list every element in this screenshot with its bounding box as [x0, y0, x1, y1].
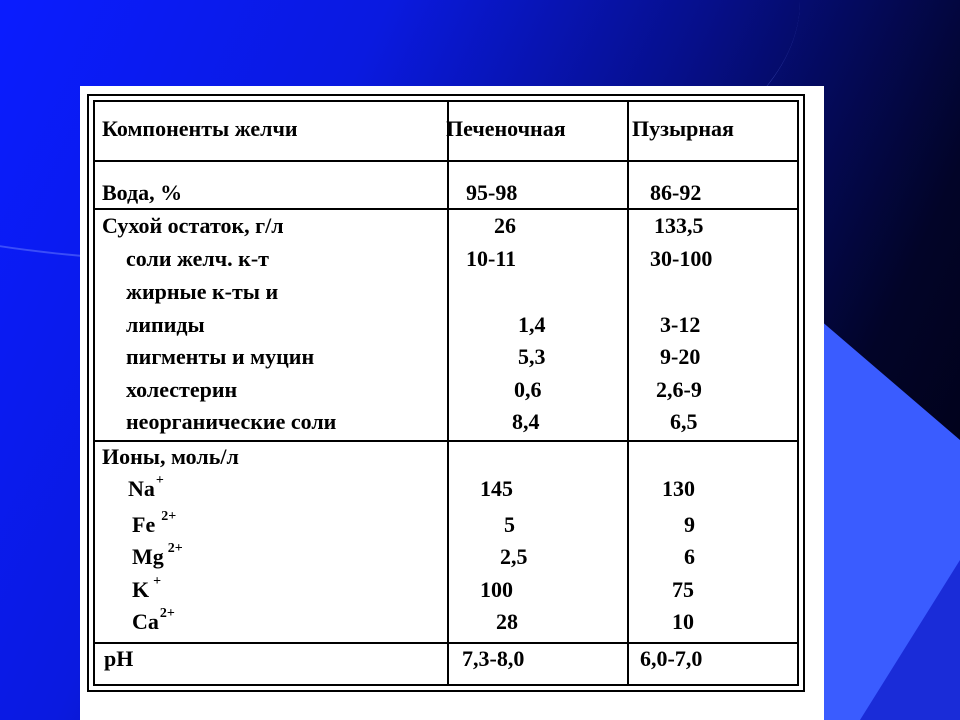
ion-label: Mg $^{2+}$	[132, 541, 183, 569]
header-cystic: Пузырная	[632, 116, 734, 141]
row-divider	[95, 440, 797, 442]
row-label: жирные к-ты и	[126, 279, 279, 304]
row-label: пигменты и муцин	[126, 344, 315, 369]
row-label: Сухой остаток, г/л	[102, 213, 284, 238]
row-hepatic: 0,6	[514, 377, 542, 402]
header-components: Компоненты желчи	[102, 116, 298, 141]
row-cystic: 130	[662, 476, 695, 501]
row-divider	[95, 642, 797, 644]
row-cystic: 133,5	[654, 213, 704, 238]
row-label: липиды	[126, 312, 205, 337]
row-cystic: 86-92	[650, 180, 702, 205]
row-hepatic: 100	[480, 577, 513, 602]
ion-label: Fe $^{2+}$	[132, 509, 177, 537]
row-label: Вода, %	[102, 180, 183, 205]
row-hepatic: 26	[494, 213, 516, 238]
row-hepatic: 95-98	[466, 180, 518, 205]
column-divider	[627, 102, 629, 684]
row-cystic: 75	[672, 577, 694, 602]
row-label: соли желч. к-т	[126, 246, 269, 271]
row-label: Ионы, моль/л	[102, 444, 239, 469]
row-cystic: 2,6-9	[656, 377, 702, 402]
column-divider	[447, 102, 449, 684]
row-hepatic: 7,3-8,0	[462, 646, 525, 671]
ion-label: Na+	[128, 473, 164, 501]
row-hepatic: 145	[480, 476, 513, 501]
row-cystic: 9	[684, 512, 695, 537]
row-label: неорганические соли	[126, 409, 337, 434]
row-hepatic: 10-11	[466, 246, 517, 271]
row-hepatic: 8,4	[512, 409, 540, 434]
row-cystic: 3-12	[660, 312, 701, 337]
row-label: холестерин	[126, 377, 238, 402]
ion-label: K +	[132, 574, 162, 602]
row-hepatic: 5,3	[518, 344, 546, 369]
header-divider	[95, 160, 797, 162]
row-divider	[95, 208, 797, 210]
row-cystic: 9-20	[660, 344, 701, 369]
row-hepatic: 28	[496, 609, 518, 634]
row-label: pH	[104, 646, 134, 671]
row-hepatic: 5	[504, 512, 515, 537]
row-cystic: 6	[684, 544, 695, 569]
header-hepatic: Печеночная	[446, 116, 566, 141]
row-cystic: 6,0-7,0	[640, 646, 703, 671]
row-hepatic: 1,4	[518, 312, 546, 337]
row-cystic: 6,5	[670, 409, 698, 434]
row-hepatic: 2,5	[500, 544, 528, 569]
ion-label: $Ca^{2+}$	[132, 606, 175, 634]
row-cystic: 30-100	[650, 246, 713, 271]
row-cystic: 10	[672, 609, 694, 634]
